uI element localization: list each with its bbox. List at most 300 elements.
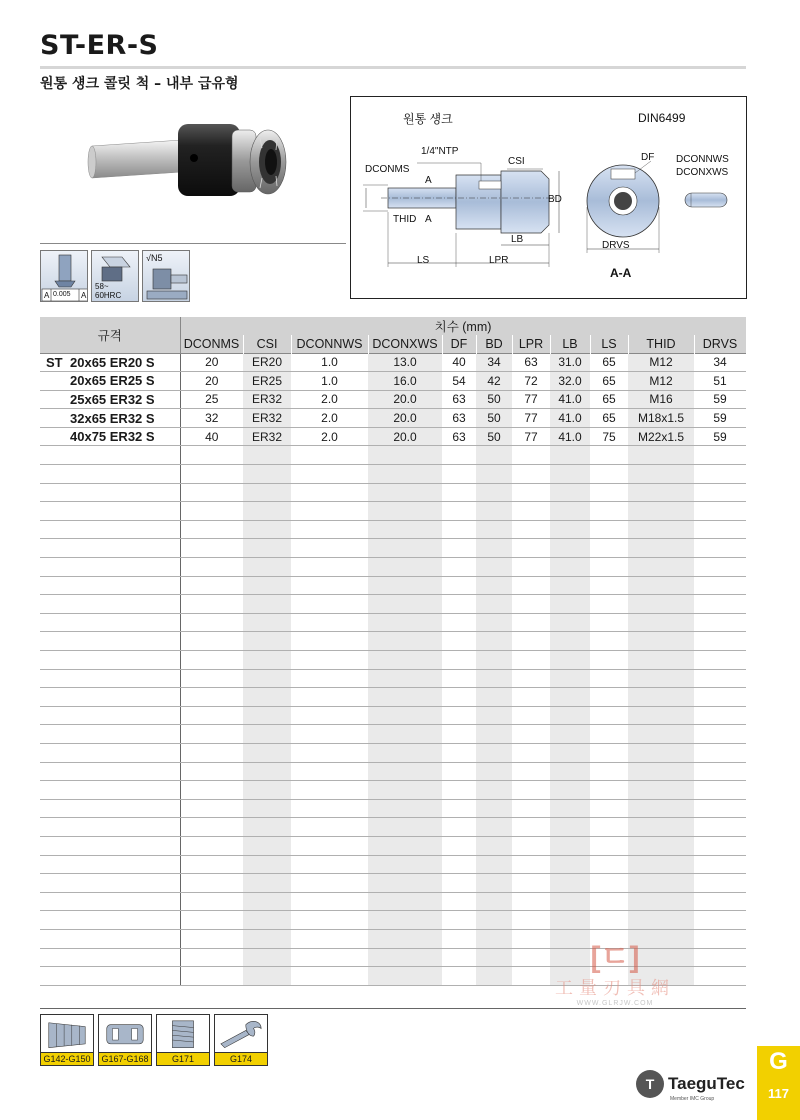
spec-icons [40,250,190,302]
cell-dconms [180,967,243,986]
cell-df [442,948,476,967]
clamping-nut-icon [101,1017,149,1052]
cell-df [442,892,476,911]
cell-lb [550,688,590,707]
cell-ls [590,688,628,707]
cell-dconms [180,465,243,484]
row-designation [40,390,180,409]
cell-df [442,576,476,595]
cell-ls: 75 [590,427,628,446]
cell-bd [476,762,512,781]
cell-csi [243,911,291,930]
cell-drvs [694,743,746,762]
cell-df: 63 [442,390,476,409]
cell-csi [243,892,291,911]
cell-csi [243,595,291,614]
cell-dconms [180,502,243,521]
cell-bd [476,539,512,558]
section-tab [757,1046,800,1120]
cell-lpr [512,911,550,930]
cell-lpr [512,595,550,614]
cell-dconnws: 2.0 [291,390,368,409]
row-designation [40,725,180,744]
cell-dconxws [368,911,442,930]
table-row [40,892,746,911]
cell-csi [243,465,291,484]
cell-df [442,929,476,948]
cell-csi [243,613,291,632]
cell-dconms [180,576,243,595]
cell-bd [476,502,512,521]
cell-lpr [512,539,550,558]
cell-lpr [512,483,550,502]
label-ntp: 1/4"NTP [421,146,459,157]
cell-dconms [180,706,243,725]
spec-header: 규격 [40,317,180,353]
cell-dconxws [368,558,442,577]
cell-dconnws [291,967,368,986]
cell-lb [550,781,590,800]
table-row [40,613,746,632]
cell-bd [476,706,512,725]
cell-dconnws [291,874,368,893]
col-header-bd: BD [476,335,512,353]
cell-thid: M18x1.5 [628,409,694,428]
cell-dconnws [291,799,368,818]
cell-ls: 65 [590,409,628,428]
cell-drvs [694,651,746,670]
cell-lb [550,520,590,539]
cell-lb [550,576,590,595]
col-header-thid: THID [628,335,694,353]
cell-dconms [180,651,243,670]
cell-lpr [512,446,550,465]
cell-dconms [180,688,243,707]
cell-lb [550,743,590,762]
cell-drvs: 59 [694,427,746,446]
table-row [40,576,746,595]
cell-drvs: 34 [694,353,746,372]
cell-csi [243,502,291,521]
row-name: 40x75 ER32 S [70,429,155,445]
cell-df [442,706,476,725]
cell-lpr [512,502,550,521]
row-designation [40,595,180,614]
cell-drvs [694,892,746,911]
dim-header: 치수 (mm) [180,317,746,335]
cell-dconxws [368,799,442,818]
cell-bd [476,483,512,502]
row-designation [40,539,180,558]
cell-thid [628,558,694,577]
table-row [40,446,746,465]
cell-lpr: 77 [512,427,550,446]
cell-dconnws [291,483,368,502]
label-section-aa: A-A [610,266,632,280]
ref-stop-screw-label: G171 [157,1052,209,1065]
cell-thid [628,911,694,930]
cell-bd: 50 [476,427,512,446]
surface-finish-icon [142,250,190,302]
cell-df [442,632,476,651]
cell-ls: 65 [590,353,628,372]
row-designation [40,576,180,595]
cell-thid [628,836,694,855]
cell-ls [590,892,628,911]
cell-lpr: 77 [512,409,550,428]
row-designation [40,446,180,465]
cell-dconxws [368,855,442,874]
cell-dconnws: 1.0 [291,372,368,391]
cell-df [442,874,476,893]
cell-drvs [694,762,746,781]
watermark-text: 工量刃具網 [555,978,675,999]
cell-bd: 50 [476,409,512,428]
cell-thid [628,576,694,595]
row-prefix: ST [46,354,63,370]
cell-df [442,465,476,484]
cell-csi [243,483,291,502]
watermark-url: WWW.GLRJW.COM [576,1000,654,1007]
cell-dconxws [368,651,442,670]
cell-df [442,539,476,558]
cell-dconxws [368,595,442,614]
table-row [40,558,746,577]
cell-drvs [694,948,746,967]
table-row [40,632,746,651]
row-designation [40,613,180,632]
cell-df [442,725,476,744]
row-designation [40,632,180,651]
cell-dconms [180,911,243,930]
cell-lpr [512,762,550,781]
col-header-lb: LB [550,335,590,353]
row-designation [40,409,180,428]
cell-lb [550,799,590,818]
cell-ls [590,669,628,688]
cell-thid [628,818,694,837]
cell-bd [476,967,512,986]
ref-stop-screw[interactable] [156,1014,210,1066]
cell-dconnws [291,725,368,744]
cell-bd [476,836,512,855]
table-row [40,836,746,855]
cell-df [442,483,476,502]
cell-thid [628,688,694,707]
cell-ls [590,576,628,595]
cell-dconxws [368,762,442,781]
col-header-lpr: LPR [512,335,550,353]
cell-thid [628,799,694,818]
diagram-standard: DIN6499 [638,111,686,125]
table-row [40,799,746,818]
cell-bd [476,446,512,465]
cell-drvs [694,855,746,874]
cell-lpr [512,465,550,484]
cell-bd [476,688,512,707]
ref-collet[interactable] [40,1014,94,1066]
cell-lpr [512,706,550,725]
cell-dconnws [291,651,368,670]
col-header-dconnws: DCONNWS [291,335,368,353]
cell-lb [550,706,590,725]
cell-ls [590,651,628,670]
table-row [40,688,746,707]
cell-thid [628,446,694,465]
row-designation [40,372,180,391]
cell-bd [476,520,512,539]
row-designation [40,502,180,521]
label-bd: BD [548,194,562,205]
ref-clamping-nut-label: G167-G168 [99,1052,151,1065]
cell-dconnws [291,781,368,800]
cell-ls [590,874,628,893]
cell-thid [628,855,694,874]
collet-icon [43,1017,91,1052]
cell-ls [590,743,628,762]
col-header-dconxws: DCONXWS [368,335,442,353]
cell-csi [243,632,291,651]
cell-thid [628,651,694,670]
cell-dconms: 20 [180,372,243,391]
table-row [40,465,746,484]
table-row [40,595,746,614]
cell-dconnws [291,613,368,632]
cell-bd: 42 [476,372,512,391]
cell-drvs [694,558,746,577]
row-name: 20x65 ER25 S [70,373,155,389]
cell-dconms [180,836,243,855]
runout-datum: A [44,291,50,300]
cell-csi [243,725,291,744]
cell-dconnws: 2.0 [291,427,368,446]
cell-dconxws [368,483,442,502]
label-ls: LS [417,255,430,266]
cell-lpr [512,725,550,744]
cell-lb [550,892,590,911]
cell-csi [243,706,291,725]
cell-dconxws: 13.0 [368,353,442,372]
cell-df [442,836,476,855]
cell-dconxws [368,520,442,539]
cell-df [442,743,476,762]
cell-csi [243,446,291,465]
cell-df [442,595,476,614]
row-designation [40,818,180,837]
cell-lb [550,502,590,521]
cell-df [442,855,476,874]
cell-dconnws [291,539,368,558]
cell-drvs [694,706,746,725]
cell-bd [476,465,512,484]
cell-ls [590,613,628,632]
cell-df [442,669,476,688]
row-designation [40,781,180,800]
cell-dconxws [368,874,442,893]
cell-lb [550,595,590,614]
table-row [40,539,746,558]
cell-lb [550,725,590,744]
cell-lpr [512,632,550,651]
ref-clamping-nut[interactable] [98,1014,152,1066]
cell-lb [550,651,590,670]
cell-lb [550,465,590,484]
cell-dconnws: 1.0 [291,353,368,372]
title-rule [40,66,746,69]
cell-lpr [512,613,550,632]
cell-csi [243,539,291,558]
cell-ls [590,855,628,874]
row-designation [40,855,180,874]
table-row [40,669,746,688]
cell-drvs [694,688,746,707]
cell-dconxws [368,669,442,688]
cell-thid [628,892,694,911]
cell-df [442,799,476,818]
label-drvs: DRVS [602,240,630,251]
cell-bd [476,632,512,651]
row-name: 20x65 ER20 S [70,354,155,370]
cell-bd [476,892,512,911]
cell-dconnws [291,762,368,781]
cell-csi [243,576,291,595]
cell-thid [628,539,694,558]
cell-df [442,911,476,930]
col-header-csi: CSI [243,335,291,353]
row-designation [40,948,180,967]
cell-lpr [512,781,550,800]
row-designation [40,558,180,577]
diagram-shank-label: 원통 섕크 [403,112,453,126]
label-dconxws: DCONXWS [676,167,729,178]
cell-df: 63 [442,409,476,428]
cell-ls [590,558,628,577]
cell-dconms [180,743,243,762]
cell-drvs [694,836,746,855]
cell-df [442,558,476,577]
cell-thid [628,669,694,688]
col-header-drvs: DRVS [694,335,746,353]
cell-thid: M12 [628,353,694,372]
cell-dconxws [368,576,442,595]
hardness-min: 58~ [95,282,109,291]
cell-df [442,688,476,707]
cell-drvs [694,874,746,893]
cell-lb [550,855,590,874]
cell-drvs: 59 [694,390,746,409]
cell-thid [628,465,694,484]
cell-df [442,520,476,539]
row-name: 32x65 ER32 S [70,410,155,426]
cell-bd [476,911,512,930]
row-designation [40,836,180,855]
cell-drvs [694,465,746,484]
cell-thid [628,706,694,725]
cell-ls [590,483,628,502]
ref-wrench[interactable] [214,1014,268,1066]
cell-dconnws [291,855,368,874]
cell-csi [243,967,291,986]
row-designation [40,427,180,446]
cell-csi [243,781,291,800]
cell-dconms [180,613,243,632]
cell-bd [476,948,512,967]
cell-drvs [694,669,746,688]
cell-csi [243,651,291,670]
cell-dconms: 20 [180,353,243,372]
row-designation [40,911,180,930]
cell-dconms [180,483,243,502]
cell-bd [476,781,512,800]
taegutec-mark-icon: T [636,1070,664,1098]
cell-dconms [180,595,243,614]
cell-ls [590,818,628,837]
cell-lpr [512,688,550,707]
row-designation [40,706,180,725]
cell-ls [590,446,628,465]
cell-lb [550,669,590,688]
cell-df [442,446,476,465]
table-row [40,874,746,893]
table-row [40,743,746,762]
cell-thid: M12 [628,372,694,391]
cell-ls [590,762,628,781]
cell-lb: 41.0 [550,427,590,446]
cell-dconms [180,762,243,781]
cell-thid: M22x1.5 [628,427,694,446]
cell-ls [590,632,628,651]
cell-dconxws: 16.0 [368,372,442,391]
label-thid: THID [393,214,417,225]
cell-df [442,651,476,670]
page-title: ST-ER-S [40,30,159,61]
row-designation [40,688,180,707]
cell-df: 63 [442,427,476,446]
cell-dconxws [368,818,442,837]
table-row [40,651,746,670]
cell-dconxws [368,781,442,800]
cell-df [442,967,476,986]
cell-dconnws [291,911,368,930]
cell-thid [628,743,694,762]
row-designation [40,651,180,670]
hardness-icon [91,250,139,302]
brand-logo [636,1070,745,1102]
cell-csi [243,948,291,967]
cell-lpr [512,576,550,595]
cell-ls [590,725,628,744]
table-row [40,372,746,391]
cell-lb [550,836,590,855]
cell-drvs [694,446,746,465]
cell-df [442,613,476,632]
ref-wrench-label: G174 [215,1052,267,1065]
row-designation [40,892,180,911]
cell-csi [243,762,291,781]
cell-csi [243,558,291,577]
cell-dconnws [291,632,368,651]
cell-csi: ER32 [243,427,291,446]
dimension-table [40,317,746,986]
cell-lb: 32.0 [550,372,590,391]
cell-drvs [694,520,746,539]
cell-ls [590,836,628,855]
cell-df: 40 [442,353,476,372]
page-subtitle: 원통 섕크 콜릿 척 – 내부 급유형 [40,76,239,92]
cell-lpr: 63 [512,353,550,372]
cell-drvs: 59 [694,409,746,428]
row-designation [40,520,180,539]
